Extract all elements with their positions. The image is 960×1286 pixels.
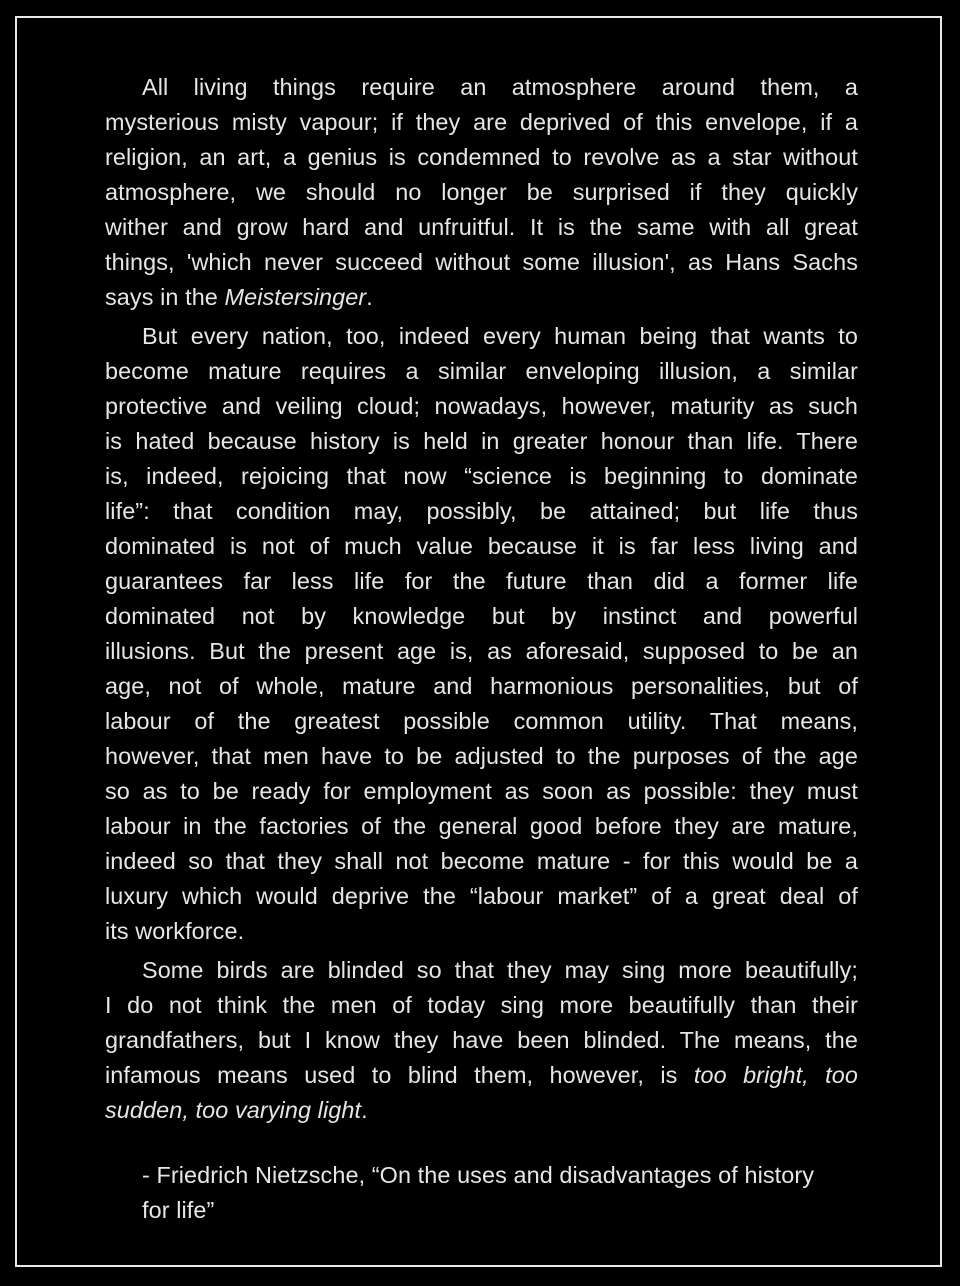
text-line xyxy=(105,280,858,315)
text-line: All living things require an atmosphere around them, a xyxy=(142,74,858,100)
text-line: labour of the greatest possible common utility. That means, xyxy=(105,708,858,734)
text-line: dominated not by knowledge but by instinct and powerful xyxy=(105,603,858,629)
text-line: illusions. But the present age is, as aforesaid, supposed to be an xyxy=(105,638,858,664)
text-line: atmosphere, we should no longer be surprised if they quickly xyxy=(105,179,858,205)
text-line: dominated is not of much value because it is far less living and xyxy=(105,533,858,559)
italic-phrase: sudden, too varying light xyxy=(105,1097,362,1123)
text-line: however, that men have to be adjusted to the purposes of the age xyxy=(105,743,858,769)
text-line: guarantees far less life for the future than did a former life xyxy=(105,568,858,594)
text-run: infamous means used to blind them, however, is xyxy=(105,1062,694,1088)
text-line: things, 'which never succeed without some illusion', as Hans Sachs xyxy=(105,249,858,275)
text-line: become mature requires a similar enveloping illusion, a similar xyxy=(105,358,858,384)
paragraph-2 xyxy=(105,319,858,949)
text-line: age, not of whole, mature and harmonious personalities, but of xyxy=(105,673,858,699)
text-line: religion, an art, a genius is condemned to revolve as a star without xyxy=(105,144,858,170)
paragraph-3 xyxy=(105,953,858,1128)
text-line: But every nation, too, indeed every human being that wants to xyxy=(142,323,858,349)
text-line: luxury which would deprive the “labour market” of a great deal of xyxy=(105,883,858,909)
text-run: . xyxy=(366,284,373,310)
attribution-line: for life” xyxy=(142,1197,215,1223)
text-line: grandfathers, but I know they have been blinded. The means, the xyxy=(105,1027,858,1053)
text-line: is, indeed, rejoicing that now “science is beginning to dominate xyxy=(105,463,858,489)
paragraph-1 xyxy=(105,70,858,315)
text-line: life”: that condition may, possibly, be attained; but life thus xyxy=(105,498,858,524)
italic-phrase: too bright, too xyxy=(693,1062,858,1088)
text-line: so as to be ready for employment as soon as possible: they must xyxy=(105,778,858,804)
text-line xyxy=(105,1093,858,1128)
text-line: mysterious misty vapour; if they are deprived of this envelope, if a xyxy=(105,109,858,135)
text-line: its workforce. xyxy=(105,918,245,944)
text-line: is hated because history is held in greater honour than life. There xyxy=(105,428,858,454)
text-line xyxy=(105,1058,858,1093)
text-line: Some birds are blinded so that they may sing more beautifully; xyxy=(142,957,858,983)
attribution xyxy=(142,1158,858,1228)
quote-body xyxy=(105,70,858,1132)
text-run: . xyxy=(361,1097,368,1123)
attribution-line: - Friedrich Nietzsche, “On the uses and disadvantages of history xyxy=(142,1162,815,1188)
text-run: says in the xyxy=(105,284,225,310)
text-line: labour in the factories of the general good before they are mature, xyxy=(105,813,858,839)
text-line: protective and veiling cloud; nowadays, however, maturity as such xyxy=(105,393,858,419)
text-line: wither and grow hard and unfruitful. It is the same with all great xyxy=(105,214,858,240)
text-line: I do not think the men of today sing more beautifully than their xyxy=(105,992,858,1018)
text-line: indeed so that they shall not become mature - for this would be a xyxy=(105,848,858,874)
italic-title: Meistersinger xyxy=(224,284,367,310)
